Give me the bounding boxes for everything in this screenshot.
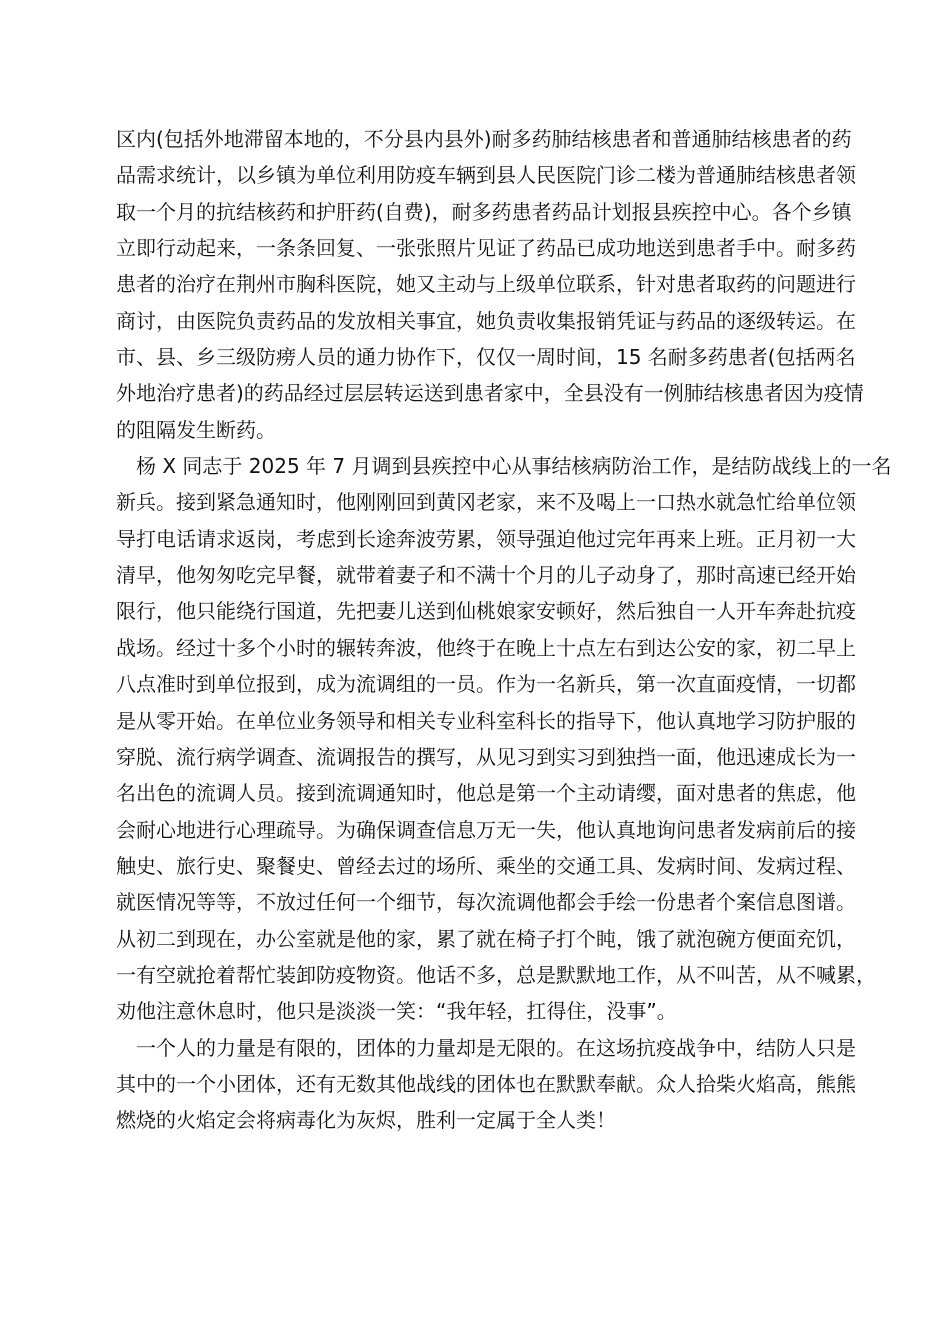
text-line: 穿脱、流行病学调查、流调报告的撰写，从见习到实习到独挡一面，他迅速成长为一 [116, 744, 856, 769]
text-line: 外地治疗患者)的药品经过层层转运送到患者家中，全县没有一例肺结核患者因为疫情 [116, 381, 864, 406]
text-line: 名出色的流调人员。接到流调通知时，他总是第一个主动请缨，面对患者的焦虑，他 [116, 781, 856, 806]
text-line: 其中的一个小团体，还有无数其他战线的团体也在默默奉献。众人拾柴火焰高，熊熊 [116, 1071, 856, 1096]
paragraph-new-recruit [116, 448, 892, 1030]
text-line: 取一个月的抗结核药和护肝药(自费)，耐多药患者药品计划报县疾控中心。各个乡镇 [116, 199, 852, 224]
text-line: 区内(包括外地滞留本地的，不分县内县外)耐多药肺结核患者和普通肺结核患者的药 [116, 127, 852, 151]
text-line: 一有空就抢着帮忙装卸防疫物资。他话不多，总是默默地工作，从不叫苦，从不喊累， [116, 962, 876, 987]
text-line: 患者的治疗在荆州市胸科医院，她又主动与上级单位联系，针对患者取药的问题进行 [116, 272, 856, 297]
text-line: 燃烧的火焰定会将病毒化为灰烬，胜利一定属于全人类！ [116, 1108, 616, 1133]
text-line: 劝他注意休息时，他只是淡淡一笑：“我年轻，扛得住，没事”。 [116, 999, 677, 1024]
text-line: 一个人的力量是有限的，团体的力量却是无限的。在这场抗疫战争中，结防人只是 [136, 1035, 856, 1060]
text-line: 新兵。接到紧急通知时，他刚刚回到黄冈老家，来不及喝上一口热水就急忙给单位领 [116, 490, 856, 515]
text-line: 触史、旅行史、聚餐史、曾经去过的场所、乘坐的交通工具、发病时间、发病过程、 [116, 853, 856, 878]
text-line: 品需求统计，以乡镇为单位利用防疫车辆到县人民医院门诊二楼为普通肺结核患者领 [116, 163, 856, 188]
text-line: 导打电话请求返岗，考虑到长途奔波劳累，领导强迫他过完年再来上班。正月初一大 [116, 526, 856, 551]
paragraph-conclusion [116, 1030, 856, 1139]
text-line: 市、县、乡三级防痨人员的通力协作下，仅仅一周时间，15 名耐多药患者(包括两名 [116, 345, 856, 370]
text-line: 立即行动起来，一条条回复、一张张照片见证了药品已成功地送到患者手中。耐多药 [116, 236, 856, 261]
document-body [116, 121, 892, 1139]
paragraph-drug-distribution [116, 121, 864, 448]
text-line: 就医情况等等，不放过任何一个细节，每次流调他都会手绘一份患者个案信息图谱。 [116, 890, 856, 915]
text-line: 限行，他只能绕行国道，先把妻儿送到仙桃娘家安顿好，然后独自一人开车奔赴抗疫 [116, 599, 856, 624]
text-line: 的阻隔发生断药。 [116, 417, 276, 442]
text-line: 杨 X 同志于 2025 年 7 月调到县疾控中心从事结核病防治工作，是结防战线上的一名 [136, 454, 892, 479]
text-line: 商讨，由医院负责药品的发放相关事宜，她负责收集报销凭证与药品的逐级转运。在 [116, 308, 856, 333]
text-line: 是从零开始。在单位业务领导和相关专业科室科长的指导下，他认真地学习防护服的 [116, 708, 856, 733]
text-line: 从初二到现在，办公室就是他的家，累了就在椅子打个盹，饿了就泡碗方便面充饥， [116, 926, 856, 951]
text-line: 战场。经过十多个小时的辗转奔波，他终于在晚上十点左右到达公安的家，初二早上 [116, 635, 856, 660]
text-line: 八点准时到单位报到，成为流调组的一员。作为一名新兵，第一次直面疫情，一切都 [116, 672, 856, 697]
text-line: 会耐心地进行心理疏导。为确保调查信息万无一失，他认真地询问患者发病前后的接 [116, 817, 856, 842]
text-line: 清早，他匆匆吃完早餐，就带着妻子和不满十个月的儿子动身了，那时高速已经开始 [116, 563, 856, 588]
